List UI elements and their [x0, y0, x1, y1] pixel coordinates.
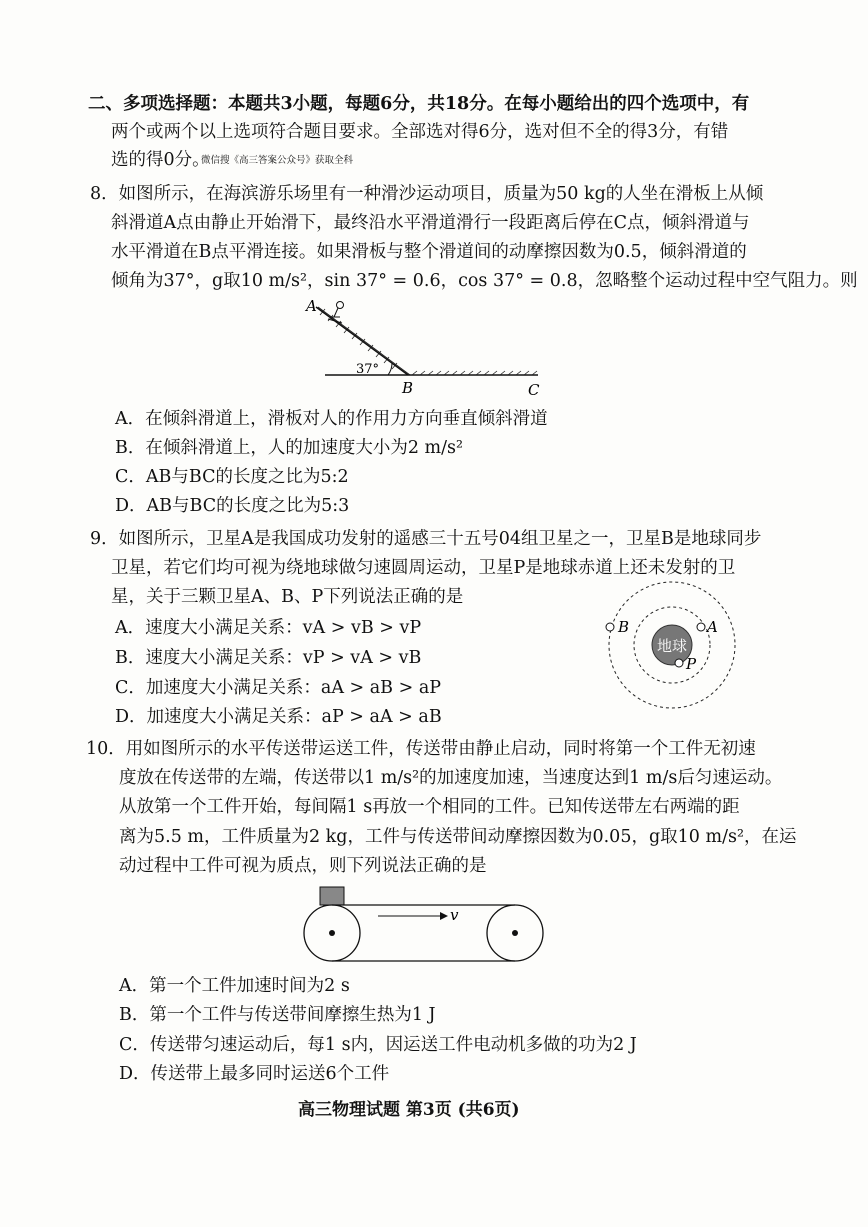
- q9-stem-line-3: 星，关于三颗卫星A、B、P下列说法正确的是: [111, 587, 464, 607]
- q10-stem-line-5: 动过程中工件可视为质点，则下列说法正确的是: [119, 856, 487, 876]
- q10-option-c: C．传送带匀速运动后，每1 s内，因运送工件电动机多做的功为2 J: [119, 1035, 637, 1055]
- q10-option-b: B．第一个工件与传送带间摩擦生热为1 J: [119, 1005, 436, 1025]
- velocity-label: v: [450, 906, 459, 924]
- q8-stem-line-3: 水平滑道在B点平滑连接。如果滑板与整个滑道间的动摩擦因数为0.5，倾斜滑道的: [111, 242, 747, 262]
- q10-option-d: D．传送带上最多同时运送6个工件: [119, 1064, 390, 1084]
- q8-stem-line-1: 8．如图所示，在海滨游乐场里有一种滑沙运动项目，质量为50 kg的人坐在滑板上从倾: [90, 184, 764, 204]
- q9-stem-line-1: 9．如图所示，卫星A是我国成功发射的遥感三十五号04组卫星之一，卫星B是地球同步: [90, 529, 762, 549]
- q8-option-c: C．AB与BC的长度之比为5:2: [115, 467, 349, 487]
- q9-option-a: A．速度大小满足关系：vA > vB > vP: [115, 618, 422, 638]
- q10-stem-line-1: 10．用如图所示的水平传送带运送工件，传送带由静止启动，同时将第一个工件无初速: [86, 739, 756, 759]
- q10-stem-line-3: 从放第一个工件开始，每间隔1 s再放一个相同的工件。已知传送带左右两端的距: [119, 797, 740, 817]
- satellite-a-icon: [697, 623, 705, 631]
- q10-option-a: A．第一个工件加速时间为2 s: [119, 976, 350, 996]
- watermark-note: 微信搜《高三答案公众号》获取全科: [201, 155, 354, 166]
- q9-option-d: D．加速度大小满足关系：aP > aA > aB: [115, 707, 442, 727]
- label-a: A: [306, 297, 317, 315]
- q9-option-c: C．加速度大小满足关系：aA > aB > aP: [115, 678, 442, 698]
- section-heading-line-3: 选的得0分。: [111, 150, 210, 170]
- satellite-p-icon: [675, 659, 683, 667]
- label-c: C: [528, 381, 540, 399]
- section-heading-line-1: 二、多项选择题：本题共3小题，每题6分，共18分。在每小题给出的四个选项中，有: [88, 94, 750, 114]
- orbit-diagram: [600, 580, 750, 720]
- label-b-orbit: B: [618, 618, 630, 636]
- q9-stem-line-2: 卫星，若它们均可视为绕地球做匀速圆周运动，卫星P是地球赤道上还未发射的卫: [111, 558, 736, 578]
- page-footer: 高三物理试题 第3页 (共6页): [298, 1100, 520, 1120]
- incline-diagram: [290, 295, 560, 405]
- earth-label: 地球: [656, 637, 688, 655]
- q8-option-b: B．在倾斜滑道上，人的加速度大小为2 m/s²: [115, 438, 464, 458]
- satellite-b-icon: [606, 623, 614, 631]
- q8-stem-line-4: 倾角为37°，g取10 m/s²，sin 37° = 0.6，cos 37° = 0.8，忽略整个运动过程中空气阻力。则: [111, 271, 858, 291]
- section-heading-line-2: 两个或两个以上选项符合题目要求。全部选对得6分，选对但不全的得3分，有错: [111, 122, 729, 142]
- q10-stem-line-2: 度放在传送带的左端，传送带以1 m/s²的加速度加速，当速度达到1 m/s后匀速运动。: [119, 768, 783, 788]
- label-p-orbit: P: [686, 655, 697, 673]
- workpiece-icon: [320, 887, 344, 905]
- q9-option-b: B．速度大小满足关系：vP > vA > vB: [115, 648, 422, 668]
- label-a-orbit: A: [707, 618, 718, 636]
- angle-label: 37°: [356, 362, 380, 377]
- q8-stem-line-2: 斜滑道A点由静止开始滑下，最终沿水平滑道滑行一段距离后停在C点，倾斜滑道与: [111, 213, 750, 233]
- q8-option-d: D．AB与BC的长度之比为5:3: [115, 496, 350, 516]
- label-b: B: [402, 379, 414, 397]
- conveyor-diagram: [300, 885, 550, 965]
- q10-stem-line-4: 离为5.5 m，工件质量为2 kg，工件与传送带间动摩擦因数为0.05，g取10 m/s²，在运: [119, 827, 797, 847]
- q8-option-a: A．在倾斜滑道上，滑板对人的作用力方向垂直倾斜滑道: [115, 409, 548, 429]
